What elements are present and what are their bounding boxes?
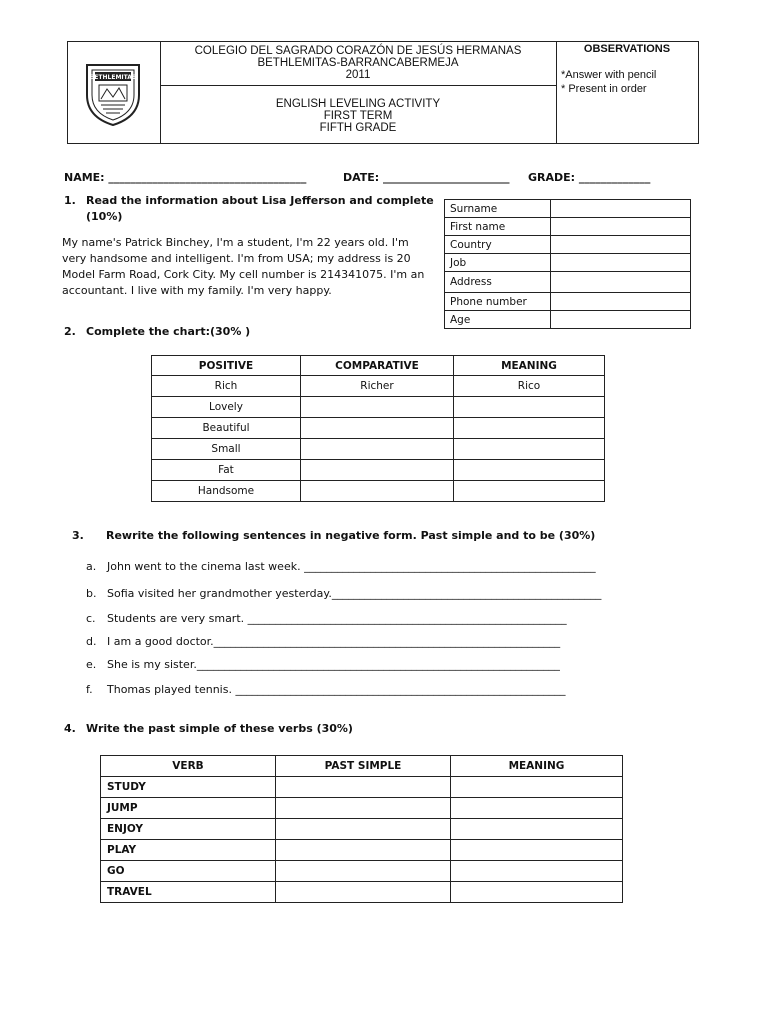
paragraph-line: My name's Patrick Binchey, I'm a student, I'm 22 years old. I'm [62, 236, 409, 249]
section-1-number: 1. [64, 194, 76, 207]
item-letter: d. [86, 635, 97, 648]
verb-cell: PLAY [101, 840, 276, 861]
answer-cell[interactable] [451, 861, 623, 882]
answer-cell[interactable] [454, 460, 605, 481]
section-3-instruction: Rewrite the following sentences in negative form. Past simple and to be (30%) [106, 529, 596, 542]
table-row [152, 397, 605, 418]
paragraph-line: very handsome and intelligent. I'm from USA; my address is 20 [62, 252, 411, 265]
info-label: Country [445, 236, 551, 254]
activity-line-2: FIRST TERM [323, 110, 393, 122]
table-cell: Richer [301, 376, 454, 397]
svg-text:BETHLEMITAS: BETHLEMITAS [89, 74, 137, 81]
answer-cell[interactable] [454, 439, 605, 460]
item-letter: e. [86, 658, 97, 671]
name-field[interactable]: NAME: ____________________________________ [64, 171, 307, 184]
header-center [160, 42, 557, 143]
answer-cell[interactable] [451, 798, 623, 819]
section-4-number: 4. [64, 722, 76, 735]
table-cell: Lovely [152, 397, 301, 418]
answer-cell[interactable] [451, 819, 623, 840]
answer-cell[interactable] [451, 777, 623, 798]
table-row [152, 376, 605, 397]
verb-cell: JUMP [101, 798, 276, 819]
sentence-item[interactable]: Students are very smart. __________________________________________________________ [107, 612, 567, 625]
answer-cell[interactable] [276, 819, 451, 840]
verbs-table [100, 755, 623, 903]
section-1-instruction: Read the information about Lisa Jefferson and complete [86, 194, 434, 207]
answer-cell[interactable] [301, 397, 454, 418]
section-1-paragraph [62, 235, 442, 299]
answer-cell[interactable] [454, 397, 605, 418]
answer-cell[interactable] [301, 439, 454, 460]
info-label: First name [445, 218, 551, 236]
column-header: VERB [101, 756, 276, 777]
answer-cell[interactable] [454, 418, 605, 439]
answer-cell[interactable] [451, 882, 623, 903]
header-box [67, 41, 699, 144]
activity-line-3: FIFTH GRADE [319, 122, 397, 134]
answer-cell[interactable] [276, 777, 451, 798]
table-cell: Handsome [152, 481, 301, 502]
table-row [101, 819, 623, 840]
date-field[interactable]: DATE: _______________________ [343, 171, 510, 184]
table-row [445, 293, 691, 311]
table-cell: Small [152, 439, 301, 460]
section-4-instruction: Write the past simple of these verbs (30%) [86, 722, 353, 735]
info-answer-cell[interactable] [551, 236, 691, 254]
adjective-chart [151, 355, 605, 502]
info-label: Surname [445, 200, 551, 218]
verb-cell: ENJOY [101, 819, 276, 840]
sentence-item[interactable]: John went to the cinema last week. _____________________________________________________ [107, 560, 596, 573]
info-answer-cell[interactable] [551, 218, 691, 236]
item-letter: f. [86, 683, 93, 696]
table-header-row [152, 356, 605, 376]
section-1-percent: (10%) [86, 210, 123, 223]
item-letter: a. [86, 560, 97, 573]
table-row [445, 254, 691, 272]
column-header: PAST SIMPLE [276, 756, 451, 777]
info-answer-cell[interactable] [551, 311, 691, 329]
answer-cell[interactable] [454, 481, 605, 502]
observation-2: * Present in order [561, 83, 647, 95]
info-label: Age [445, 311, 551, 329]
info-answer-cell[interactable] [551, 272, 691, 293]
table-cell: Fat [152, 460, 301, 481]
answer-cell[interactable] [451, 840, 623, 861]
sentence-item[interactable]: Thomas played tennis. ____________________________________________________________ [107, 683, 566, 696]
table-row [152, 481, 605, 502]
column-header: MEANING [454, 356, 605, 376]
table-row [445, 272, 691, 293]
paragraph-line: Model Farm Road, Cork City. My cell number is 214341075. I'm an [62, 268, 425, 281]
section-2-instruction: Complete the chart:(30% ) [86, 325, 251, 338]
table-row [445, 311, 691, 329]
answer-cell[interactable] [301, 460, 454, 481]
answer-cell[interactable] [276, 861, 451, 882]
sentence-item[interactable]: Sofia visited her grandmother yesterday._________________________________________________ [107, 587, 602, 600]
answer-cell[interactable] [301, 481, 454, 502]
school-name [160, 45, 556, 81]
table-row [101, 861, 623, 882]
section-3-number: 3. [72, 529, 84, 542]
school-line-2: BETHLEMITAS-BARRANCABERMEJA [257, 57, 459, 69]
item-letter: c. [86, 612, 96, 625]
activity-line-1: ENGLISH LEVELING ACTIVITY [275, 98, 441, 110]
logo-cell [68, 42, 161, 143]
table-cell: Beautiful [152, 418, 301, 439]
answer-cell[interactable] [276, 798, 451, 819]
table-row [445, 200, 691, 218]
observations-cell [556, 42, 698, 143]
table-row [101, 777, 623, 798]
table-cell: Rico [454, 376, 605, 397]
table-row [152, 460, 605, 481]
sentence-item[interactable]: She is my sister.__________________________________________________________________ [107, 658, 560, 671]
answer-cell[interactable] [301, 418, 454, 439]
school-year: 2011 [345, 69, 371, 81]
table-row [101, 882, 623, 903]
sentence-item[interactable]: I am a good doctor._______________________________________________________________ [107, 635, 561, 648]
table-cell: Rich [152, 376, 301, 397]
table-row [445, 218, 691, 236]
info-answer-cell[interactable] [551, 200, 691, 218]
table-row [152, 418, 605, 439]
school-crest-icon [81, 59, 145, 127]
table-row [101, 798, 623, 819]
answer-cell[interactable] [276, 882, 451, 903]
grade-field[interactable]: GRADE: _____________ [528, 171, 651, 184]
table-row [445, 236, 691, 254]
verb-cell: GO [101, 861, 276, 882]
verb-cell: STUDY [101, 777, 276, 798]
activity-title [160, 98, 556, 134]
info-answer-cell[interactable] [551, 254, 691, 272]
column-header: POSITIVE [152, 356, 301, 376]
verb-cell: TRAVEL [101, 882, 276, 903]
info-label: Job [445, 254, 551, 272]
answer-cell[interactable] [276, 840, 451, 861]
column-header: COMPARATIVE [301, 356, 454, 376]
info-answer-cell[interactable] [551, 293, 691, 311]
observations-title: OBSERVATIONS [583, 43, 671, 55]
school-line-1: COLEGIO DEL SAGRADO CORAZÓN DE JESÚS HERMANAS [194, 45, 522, 57]
table-row [152, 439, 605, 460]
personal-info-table [444, 199, 691, 329]
observation-1: *Answer with pencil [561, 69, 657, 81]
table-row [101, 840, 623, 861]
info-label: Address [445, 272, 551, 293]
column-header: MEANING [451, 756, 623, 777]
paragraph-line: accountant. I live with my family. I'm very happy. [62, 284, 332, 297]
section-2-number: 2. [64, 325, 76, 338]
item-letter: b. [86, 587, 97, 600]
table-header-row [101, 756, 623, 777]
info-label: Phone number [445, 293, 551, 311]
